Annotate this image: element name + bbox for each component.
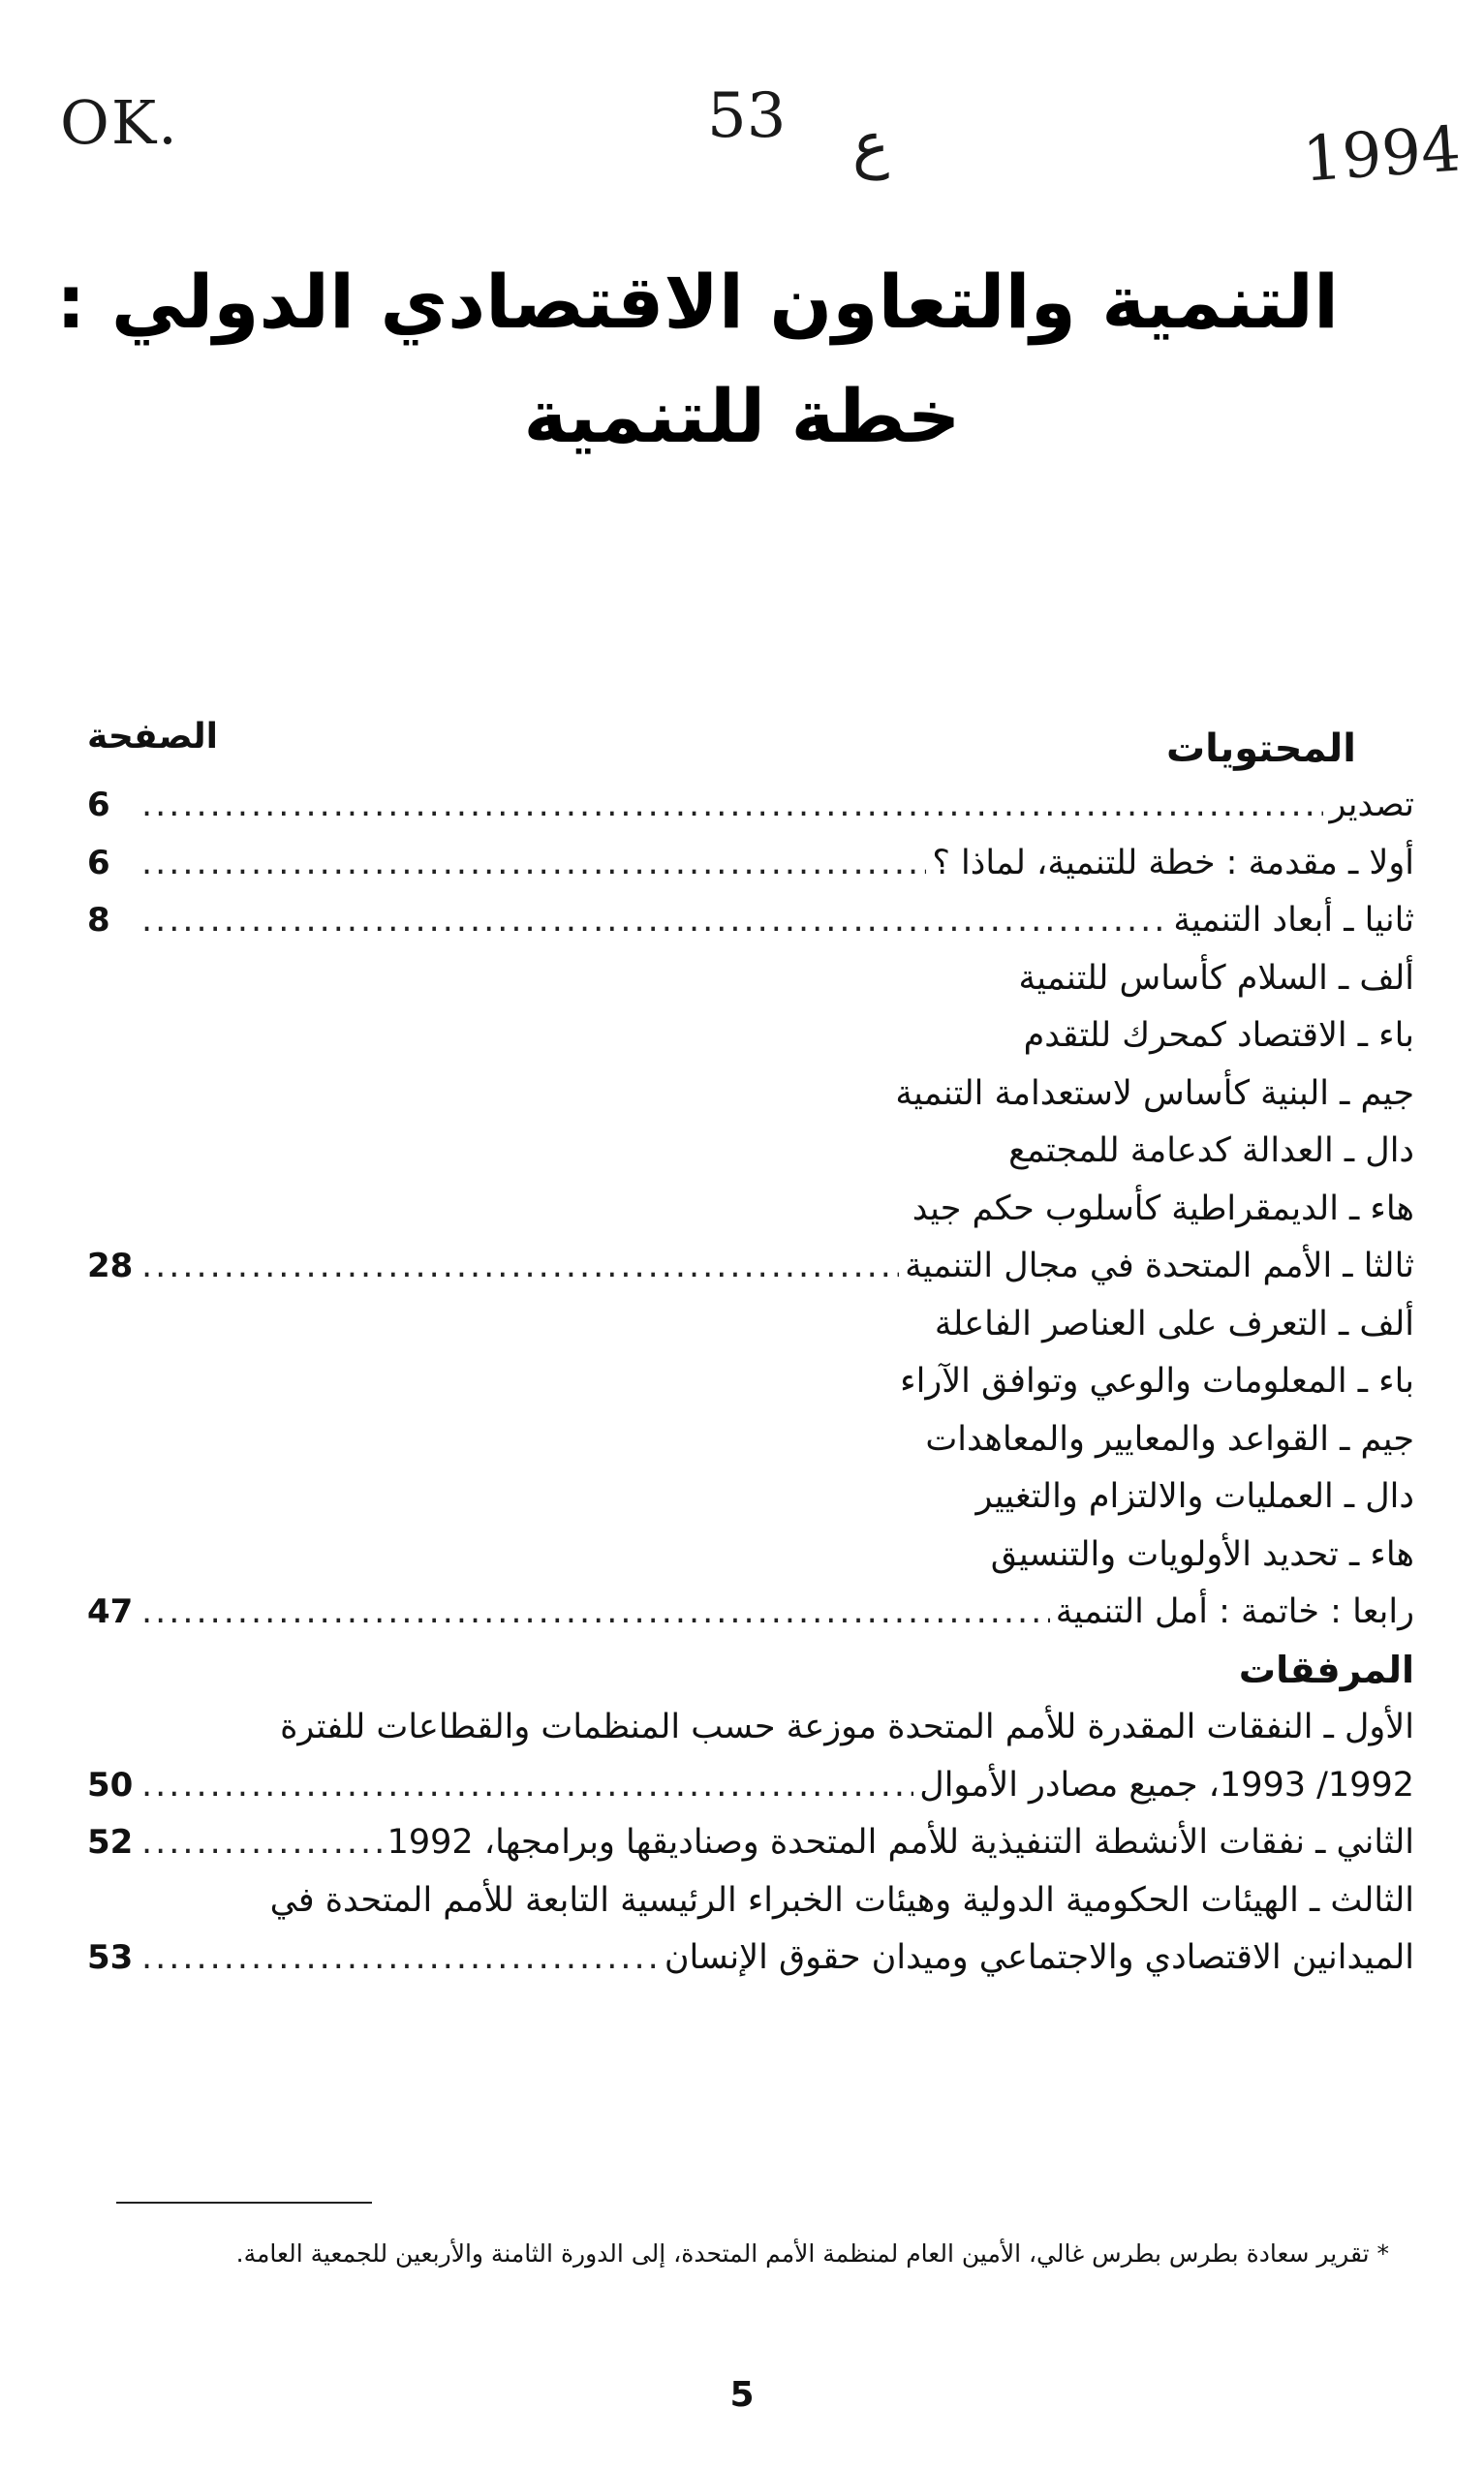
- toc-entry-label: أولا ـ مقدمة : خطة للتنمية، لماذا ؟: [932, 843, 1414, 882]
- toc-header: [87, 717, 1414, 777]
- toc-entry: [87, 1238, 1414, 1296]
- toc-entry-page: 8: [87, 901, 110, 940]
- toc-entry: [87, 892, 1414, 950]
- dot-leader: [141, 1584, 1050, 1642]
- toc-subentry: [87, 1123, 1414, 1181]
- toc-entry: [87, 1584, 1414, 1642]
- toc-entry-label: تصدير: [1329, 786, 1414, 824]
- dot-leader: [141, 892, 1167, 950]
- toc-subentry-label: هاء ـ تحديد الأولويات والتنسيق: [990, 1534, 1414, 1574]
- toc-subentry: [87, 950, 1414, 1008]
- annex-entry: [87, 1699, 1414, 1757]
- dot-leader: [141, 1757, 913, 1815]
- toc-page-heading: الصفحة: [87, 717, 219, 756]
- handwritten-ok-mark: OK.: [60, 87, 179, 158]
- annex-entry-label: 1992/ 1993، جميع مصادر الأموال: [919, 1765, 1414, 1805]
- toc-entry-page: 28: [87, 1247, 134, 1285]
- dot-leader: [141, 1238, 899, 1296]
- toc-subentry-label: هاء ـ الديمقراطية كأسلوب حكم جيد: [912, 1189, 1414, 1228]
- dot-leader: [141, 835, 926, 893]
- toc-subentry: [87, 1353, 1414, 1411]
- document-title-line-1: التنمية والتعاون الاقتصادي الدولي :: [56, 259, 1339, 345]
- toc-entry: [87, 835, 1414, 893]
- toc-subentry-label: دال ـ العدالة كدعامة للمجتمع: [1008, 1131, 1414, 1170]
- toc-entry-label: رابعا : خاتمة : أمل التنمية: [1055, 1592, 1414, 1631]
- annex-entry-label: الميدانين الاقتصادي والاجتماعي وميدان حقوق الإنسان: [664, 1938, 1414, 1977]
- toc-subentry-label: جيم ـ البنية كأساس لاستعدامة التنمية: [895, 1073, 1414, 1113]
- annexes-heading: المرفقات: [1238, 1648, 1414, 1691]
- page-number: 5: [729, 2375, 755, 2415]
- toc-entry-label: ثانيا ـ أبعاد التنمية: [1173, 901, 1414, 940]
- toc-subentry: [87, 1007, 1414, 1065]
- toc-subentry: [87, 1296, 1414, 1354]
- annex-entry-label: الثاني ـ نفقات الأنشطة التنفيذية للأمم المتحدة وصناديقها وبرامجها، 1992: [386, 1823, 1414, 1862]
- footnote-divider: [116, 2202, 372, 2204]
- annexes-heading-row: [87, 1642, 1414, 1700]
- annex-entry-page: 53: [87, 1938, 134, 1977]
- handwritten-number: 53: [707, 80, 787, 152]
- annex-entry-label: الثالث ـ الهيئات الحكومية الدولية وهيئات الخبراء الرئيسية التابعة للأمم المتحدة في: [269, 1880, 1414, 1920]
- toc-entry-page: 47: [87, 1592, 134, 1631]
- toc-subentry: [87, 1468, 1414, 1527]
- annex-entry: [87, 1757, 1414, 1815]
- toc-subentry: [87, 1181, 1414, 1239]
- toc-subentry-label: ألف ـ السلام كأساس للتنمية: [1018, 958, 1414, 998]
- annex-entry: [87, 1814, 1414, 1872]
- toc-subentry-label: جيم ـ القواعد والمعايير والمعاهدات: [925, 1419, 1414, 1459]
- document-title-line-2: خطة للتنمية: [523, 373, 961, 459]
- toc-subentry: [87, 1065, 1414, 1124]
- toc-entry-label: ثالثا ـ الأمم المتحدة في مجال التنمية: [905, 1247, 1414, 1285]
- annex-entry: [87, 1872, 1414, 1930]
- annex-entry: [87, 1930, 1414, 1988]
- toc-subentry-label: ألف ـ التعرف على العناصر الفاعلة: [934, 1304, 1414, 1343]
- toc-entry-page: 6: [87, 786, 110, 824]
- dot-leader: [141, 1930, 659, 1988]
- handwritten-year: 1994: [1300, 113, 1464, 197]
- toc-subentry-label: باء ـ الاقتصاد كمحرك للتقدم: [1023, 1016, 1414, 1055]
- annex-entry-page: 52: [87, 1823, 134, 1862]
- toc-subentry: [87, 1527, 1414, 1585]
- annex-entry-page: 50: [87, 1765, 134, 1805]
- annex-entry-label: الأول ـ النفقات المقدرة للأمم المتحدة موزعة حسب المنظمات والقطاعات للفترة: [280, 1708, 1414, 1746]
- table-of-contents: [87, 717, 1414, 1988]
- toc-entry: [87, 777, 1414, 835]
- footnote: * تقرير سعادة بطرس بطرس غالي، الأمين العام لمنظمة الأمم المتحدة، إلى الدورة الثامنة والأربعين للجمعية العامة.: [235, 2239, 1389, 2268]
- handwritten-letter: ع: [852, 109, 890, 181]
- toc-subentry-label: دال ـ العمليات والالتزام والتغيير: [975, 1477, 1414, 1516]
- toc-subentry-label: باء ـ المعلومات والوعي وتوافق الآراء: [900, 1362, 1414, 1401]
- toc-entry-page: 6: [87, 843, 110, 882]
- toc-contents-heading: المحتويات: [1165, 726, 1356, 771]
- dot-leader: [141, 1814, 382, 1872]
- toc-subentry: [87, 1411, 1414, 1469]
- dot-leader: [141, 777, 1323, 835]
